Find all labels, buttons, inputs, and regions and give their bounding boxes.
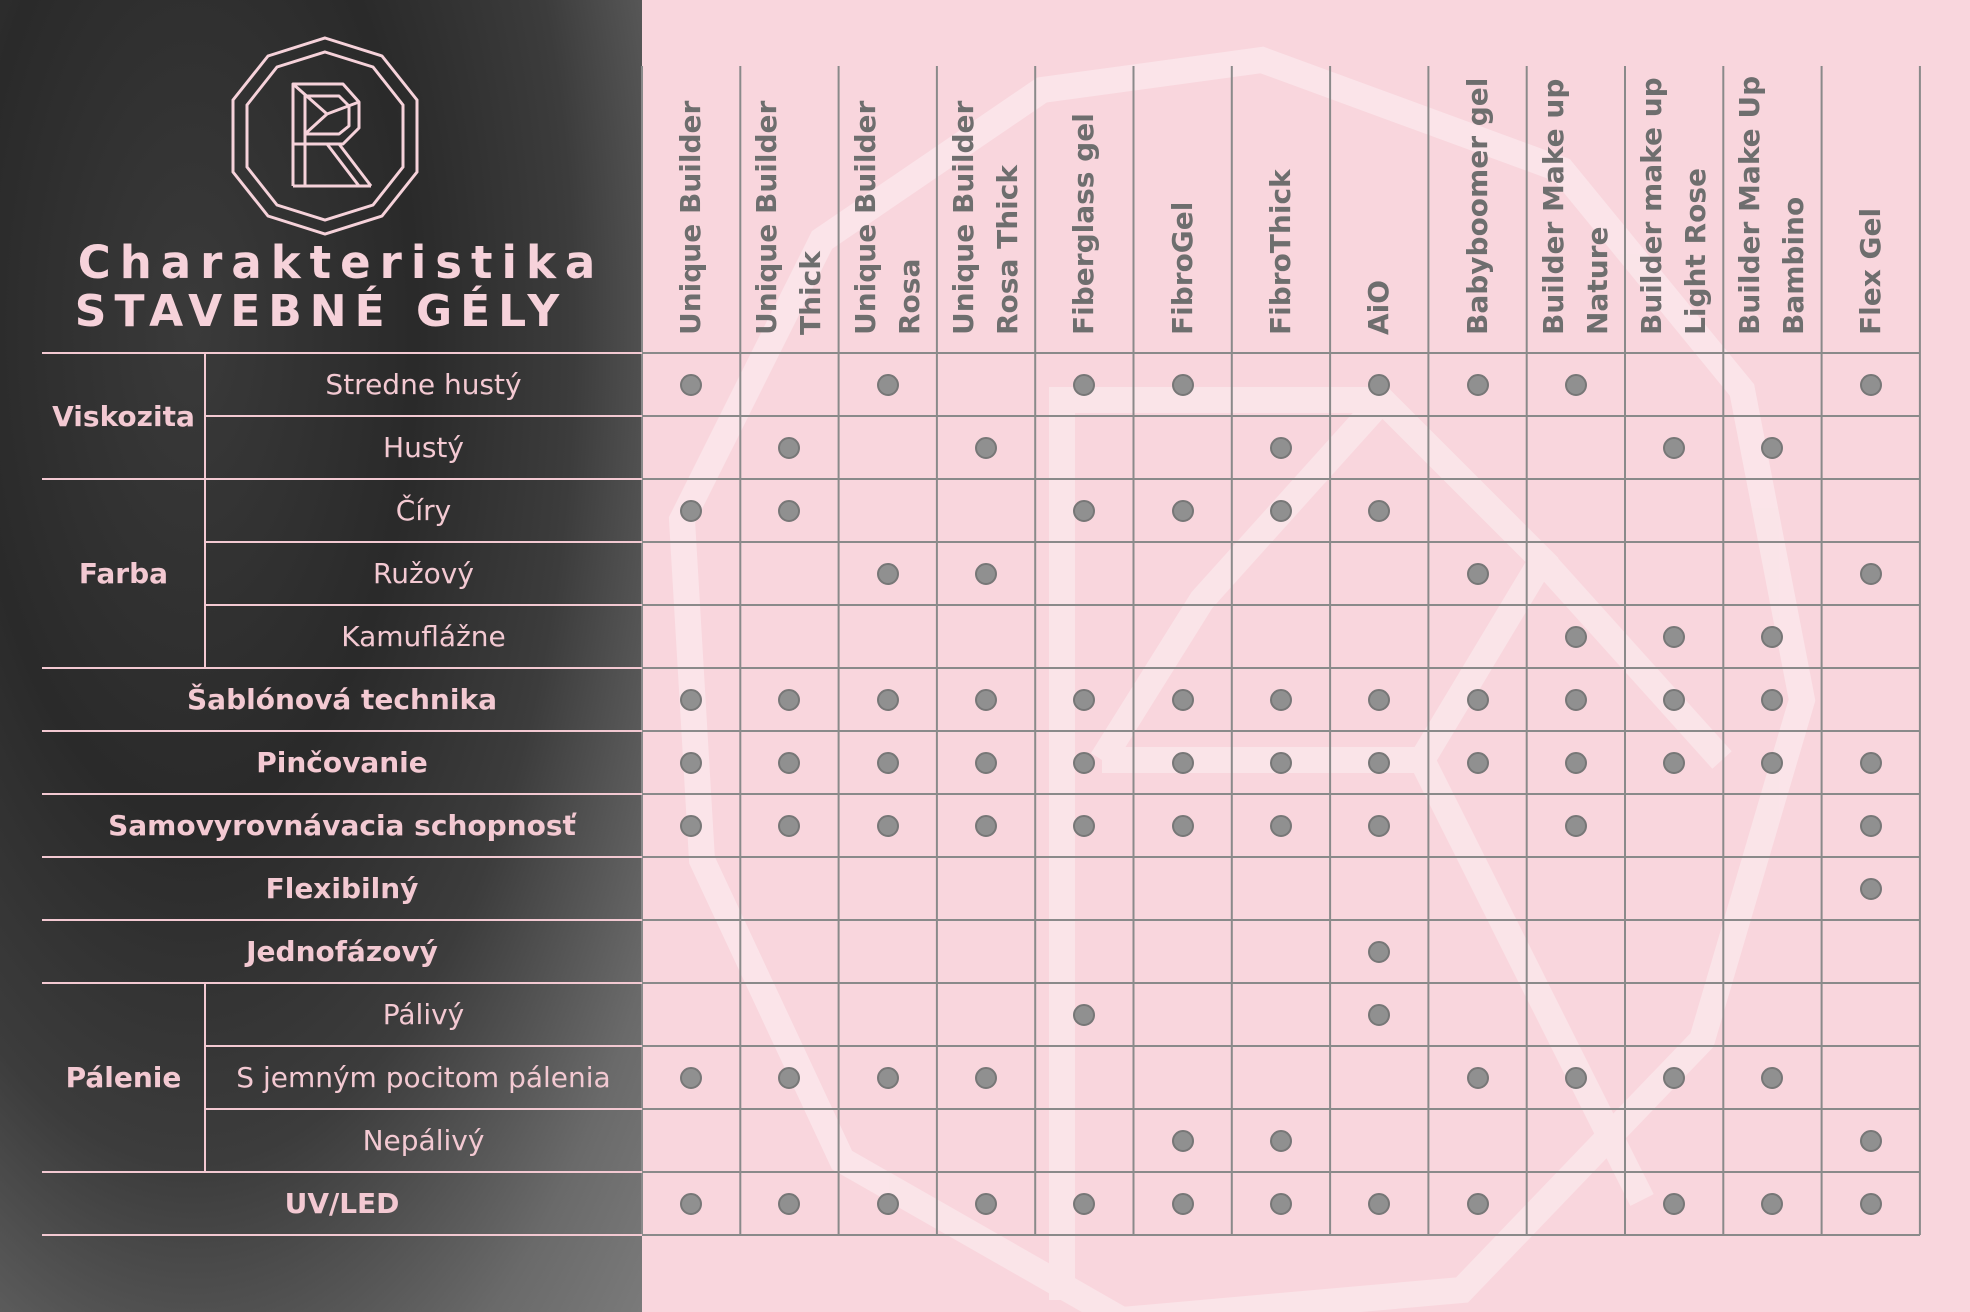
check-dot-icon xyxy=(1172,1130,1194,1152)
row-label: Nepálivý xyxy=(362,1124,485,1157)
column-header-line: Unique Builder xyxy=(674,100,708,335)
check-dot-icon xyxy=(1270,752,1292,774)
check-dot-icon xyxy=(1368,752,1390,774)
column-header-line: FibroGel xyxy=(1165,201,1199,335)
check-dot-icon xyxy=(1368,374,1390,396)
check-dot-icon xyxy=(1565,1067,1587,1089)
check-dot-icon xyxy=(877,374,899,396)
check-dot-icon xyxy=(1761,1067,1783,1089)
check-dot-icon xyxy=(975,1193,997,1215)
check-dot-icon xyxy=(1270,689,1292,711)
check-dot-icon xyxy=(975,1067,997,1089)
check-dot-icon xyxy=(778,815,800,837)
group-label: Viskozita xyxy=(52,399,195,433)
check-dot-icon xyxy=(778,1067,800,1089)
check-dot-icon xyxy=(1565,815,1587,837)
check-dot-icon xyxy=(1073,1004,1095,1026)
check-dot-icon xyxy=(975,437,997,459)
group-label: Farba xyxy=(78,557,169,590)
row-label: Ružový xyxy=(373,557,474,590)
check-dot-icon xyxy=(1270,437,1292,459)
check-dot-icon xyxy=(1467,563,1489,585)
check-dot-icon xyxy=(1172,815,1194,837)
check-dot-icon xyxy=(1368,1193,1390,1215)
check-dot-icon xyxy=(1663,1067,1685,1089)
check-dot-icon xyxy=(1270,815,1292,837)
row-label: Hustý xyxy=(383,431,464,464)
row-label: Kamuflážne xyxy=(341,620,506,653)
check-dot-icon xyxy=(1467,374,1489,396)
column-header-line: Fiberglass gel xyxy=(1067,113,1101,335)
check-dot-icon xyxy=(1565,689,1587,711)
check-dot-icon xyxy=(877,1193,899,1215)
check-dot-icon xyxy=(1860,815,1882,837)
check-dot-icon xyxy=(1663,689,1685,711)
row-label: Flexibilný xyxy=(265,872,419,905)
check-dot-icon xyxy=(1860,752,1882,774)
column-header-line: AiO xyxy=(1362,279,1396,335)
check-dot-icon xyxy=(1172,374,1194,396)
check-dot-icon xyxy=(1073,815,1095,837)
check-dot-icon xyxy=(1172,689,1194,711)
column-header-line: Nature xyxy=(1580,226,1614,335)
check-dot-icon xyxy=(680,815,702,837)
column-header-line: Babyboomer gel xyxy=(1460,77,1494,335)
column-header-line: Builder Make up xyxy=(1536,78,1570,335)
check-dot-icon xyxy=(1467,689,1489,711)
check-dot-icon xyxy=(1073,500,1095,522)
check-dot-icon xyxy=(1860,563,1882,585)
check-dot-icon xyxy=(1368,941,1390,963)
check-dot-icon xyxy=(1172,1193,1194,1215)
check-dot-icon xyxy=(1761,626,1783,648)
check-dot-icon xyxy=(680,752,702,774)
column-header-line: Unique Builder xyxy=(750,100,784,335)
check-dot-icon xyxy=(877,689,899,711)
check-dot-icon xyxy=(1467,1193,1489,1215)
row-label: Šablónová technika xyxy=(187,683,497,716)
column-header-line: Rosa xyxy=(892,258,926,335)
check-dot-icon xyxy=(975,815,997,837)
check-dot-icon xyxy=(680,1067,702,1089)
check-dot-icon xyxy=(1761,437,1783,459)
check-dot-icon xyxy=(877,563,899,585)
check-dot-icon xyxy=(1368,689,1390,711)
check-dot-icon xyxy=(1860,1193,1882,1215)
column-header-line: Flex Gel xyxy=(1853,207,1887,335)
check-dot-icon xyxy=(1761,1193,1783,1215)
row-label: Číry xyxy=(395,494,452,527)
check-dot-icon xyxy=(680,374,702,396)
check-dot-icon xyxy=(1270,1130,1292,1152)
group-label: Pálenie xyxy=(65,1061,182,1094)
check-dot-icon xyxy=(680,500,702,522)
check-dot-icon xyxy=(1073,689,1095,711)
check-dot-icon xyxy=(1663,1193,1685,1215)
check-dot-icon xyxy=(975,752,997,774)
check-dot-icon xyxy=(1565,752,1587,774)
column-header-line: Unique Builder xyxy=(947,100,981,335)
check-dot-icon xyxy=(1368,500,1390,522)
column-header-line: Bambino xyxy=(1777,196,1811,335)
check-dot-icon xyxy=(877,752,899,774)
check-dot-icon xyxy=(1073,374,1095,396)
row-label: Pinčovanie xyxy=(256,746,428,779)
check-dot-icon xyxy=(680,1193,702,1215)
check-dot-icon xyxy=(778,437,800,459)
column-header-line: Unique Builder xyxy=(848,100,882,335)
row-label: S jemným pocitom pálenia xyxy=(236,1061,611,1094)
page-subtitle: STAVEBNÉ GÉLY xyxy=(74,286,568,337)
check-dot-icon xyxy=(975,563,997,585)
row-label: Samovyrovnávacia schopnosť xyxy=(108,809,576,842)
check-dot-icon xyxy=(1565,626,1587,648)
check-dot-icon xyxy=(1073,752,1095,774)
column-header-line: Builder make up xyxy=(1635,77,1669,335)
column-header-line: Thick xyxy=(794,251,828,335)
check-dot-icon xyxy=(778,689,800,711)
row-label: Jednofázový xyxy=(246,935,438,968)
row-label: Pálivý xyxy=(382,998,465,1031)
check-dot-icon xyxy=(1073,1193,1095,1215)
check-dot-icon xyxy=(1172,752,1194,774)
check-dot-icon xyxy=(1860,878,1882,900)
check-dot-icon xyxy=(1663,752,1685,774)
check-dot-icon xyxy=(1368,815,1390,837)
check-dot-icon xyxy=(1467,1067,1489,1089)
check-dot-icon xyxy=(778,752,800,774)
page-title: Charakteristika xyxy=(77,236,605,289)
column-header-line: Rosa Thick xyxy=(991,165,1025,335)
check-dot-icon xyxy=(1663,437,1685,459)
column-header-line: Builder Make Up xyxy=(1733,75,1767,335)
check-dot-icon xyxy=(1663,626,1685,648)
check-dot-icon xyxy=(778,1193,800,1215)
check-dot-icon xyxy=(877,815,899,837)
check-dot-icon xyxy=(1467,752,1489,774)
column-header-line: FibroThick xyxy=(1263,169,1297,335)
row-label: Stredne hustý xyxy=(325,368,522,401)
check-dot-icon xyxy=(1172,500,1194,522)
check-dot-icon xyxy=(680,689,702,711)
check-dot-icon xyxy=(975,689,997,711)
column-header-line: Light Rose xyxy=(1679,167,1713,335)
check-dot-icon xyxy=(1860,374,1882,396)
check-dot-icon xyxy=(778,500,800,522)
row-label: UV/LED xyxy=(284,1187,400,1220)
check-dot-icon xyxy=(1368,1004,1390,1026)
check-dot-icon xyxy=(1860,1130,1882,1152)
check-dot-icon xyxy=(1270,500,1292,522)
check-dot-icon xyxy=(1565,374,1587,396)
check-dot-icon xyxy=(1270,1193,1292,1215)
check-dot-icon xyxy=(877,1067,899,1089)
check-dot-icon xyxy=(1761,752,1783,774)
check-dot-icon xyxy=(1761,689,1783,711)
